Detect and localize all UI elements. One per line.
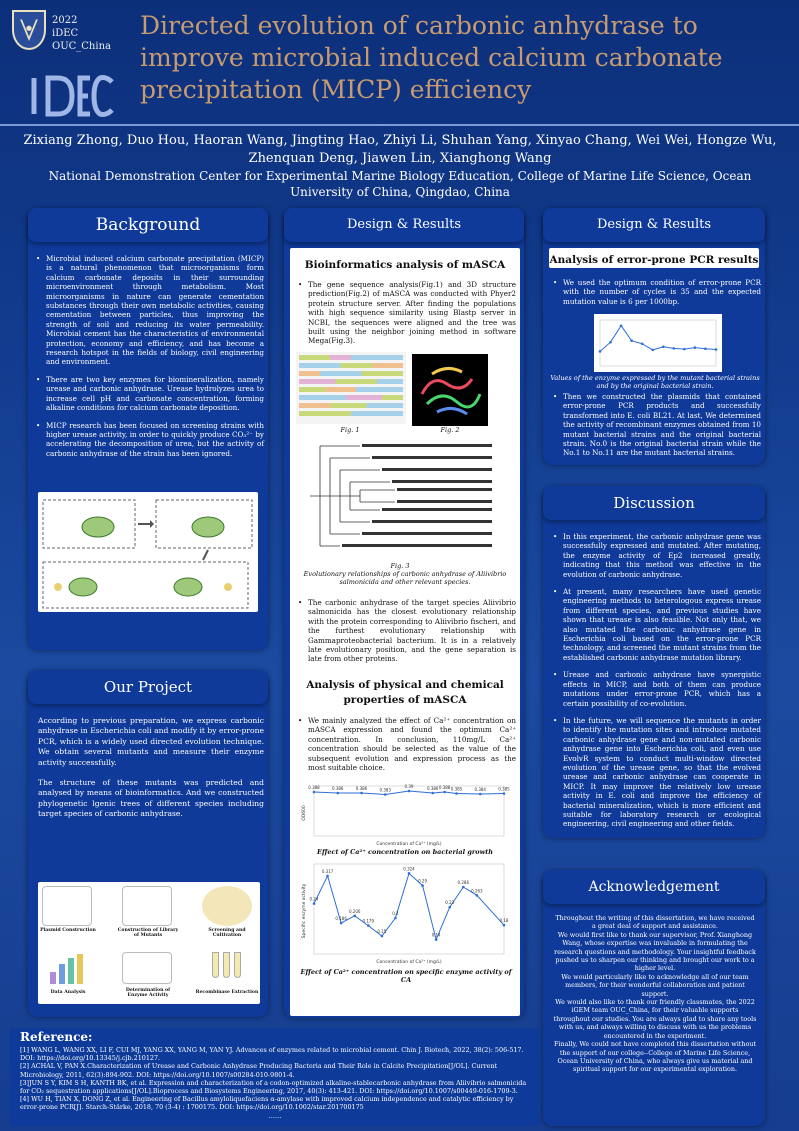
acknowledgement-heading xyxy=(543,870,765,904)
protein-structure-icon xyxy=(412,354,488,426)
discussion-heading-text: Discussion xyxy=(613,494,695,512)
data-label: 0.384 xyxy=(474,787,486,792)
data-label: 0.186 xyxy=(335,916,347,922)
our-project-text xyxy=(38,716,264,820)
references xyxy=(10,1028,540,1126)
ouc-emblem-icon xyxy=(12,10,46,50)
data-label: 0.2 xyxy=(392,911,399,916)
bioinformatics-bullet: • The gene sequence analysis(Fig.1) and 3D structure prediction(Fig.2) of mASCA was conducted with Phyer2 protein structure server. After finding the populations with high sequence similarity using Blastp server in NCBI, the sequences were aligned and the tree was built using the neighbor joining method in software Mega(Fig.3). xyxy=(296,280,516,346)
data-label: 0.24 xyxy=(309,896,319,902)
error-pcr-bullets-2 xyxy=(551,392,761,466)
flow-step-1 xyxy=(42,886,92,926)
data-point xyxy=(704,347,707,350)
data-point xyxy=(313,902,316,905)
micp-diagram xyxy=(38,492,258,612)
plot-area xyxy=(314,864,504,954)
data-label: 0.29 xyxy=(418,878,428,884)
data-label: 0.39 xyxy=(404,784,414,789)
data-point xyxy=(448,906,451,909)
phylogenetic-tree-icon xyxy=(300,436,510,558)
data-point xyxy=(431,792,434,795)
data-label: 0.386 xyxy=(427,786,439,791)
ca-enzyme-chart xyxy=(300,858,510,964)
reference-item: …… xyxy=(268,1111,282,1120)
ca-growth-chart xyxy=(300,780,510,846)
ack-para-4: We would also like to thank our friendly classmates, the 2022 iGEM team OUC_China, for their valuable supports throughout our studies. You are always glad to share any tools with us, and always willing to discuss with us the problems encountered in the experiment. xyxy=(553,998,757,1040)
data-label: 0.263 xyxy=(471,888,483,894)
bioinformatics-bullets xyxy=(296,280,516,354)
data-label: 0.385 xyxy=(450,786,463,792)
data-label: 0.383 xyxy=(379,787,391,793)
data-point xyxy=(503,792,506,795)
error-pcr-bullets-1 xyxy=(551,278,761,314)
acknowledgement-heading-text: Acknowledgement xyxy=(588,879,720,895)
data-label: 0.324 xyxy=(403,866,415,872)
logo xyxy=(12,10,122,120)
data-point xyxy=(381,935,384,938)
our-project-para-2: The structure of these mutants was predicted and analysed by means of bioinformatics. And we constructed phylogenetic lgenic trees of different species including target species of carbonic anhydrase. xyxy=(38,778,264,819)
data-point xyxy=(313,791,316,794)
data-label: 0.206 xyxy=(348,908,361,914)
reference-item: [2] ACHAL V, PAN X.Characterization of Urease and Carbonic Anhydrase Producing Bacteria and Their Role in Calcite Precipitation[J/OL]. Current Microbiology, 2011, 62(3):894-902. DOI: https://doi.org/10.1007/s00284-010-9801-4. xyxy=(20,1062,498,1079)
data-point xyxy=(651,349,654,352)
fig2-label: Fig. 2 xyxy=(440,426,460,434)
error-pcr-bullet-1: • We used the optimum condition of error-prone PCR with the number of cycles is 35 and the expected mutation value is 6 per 1000bp. xyxy=(551,278,761,306)
data-point xyxy=(476,894,479,897)
data-point xyxy=(673,347,676,350)
fig1-alignment xyxy=(296,352,406,424)
data-label: 0.388 xyxy=(308,785,320,790)
data-label: 0.23 xyxy=(445,900,455,906)
flow-step-4 xyxy=(48,952,88,984)
background-bullet-1: • Microbial induced calcium carbonate precipitation (MICP) is a natural phenomenon that microorganisms form calcium carbonate deposits in their surrounding microenvironment through metabolism. Most microorganisms in nature can generate cementation substances through their own metabolic activities, causing cementation between particles, thus improving the strength of soil and reducing its water permeability. Microbial cement has the characteristics of environmental protection, economy and efficiency, and has become a research hotspot in the fields of biology, civil engineering and environment. xyxy=(34,254,264,367)
flow-step-5 xyxy=(122,952,172,984)
ack-para-1: Throughout the writing of this dissertation, we have received a great deal of support and assistance. xyxy=(555,914,755,931)
background-figure xyxy=(38,492,258,612)
tree-bullets xyxy=(296,598,516,672)
data-point xyxy=(340,922,343,925)
data-point xyxy=(408,790,411,793)
error-pcr-bullet-2: • Then we constructed the plasmids that contained error-prone PCR products and successfully transformed into E. coli BL21. At last, We determined the activity of recombinant enzymes obtained from 10 mutant bacterial strains and the original bacterial strain. No.0 is the original bacterial strain while the No.1 to No.11 are the mutant bacterial strains. xyxy=(551,392,761,458)
data-point xyxy=(462,886,465,889)
data-point xyxy=(683,348,686,351)
logo-org: iDEC xyxy=(52,28,79,39)
x-axis-label: Concentration of Ca²⁺ (mg/L) xyxy=(376,960,442,964)
logo-team: OUC_China xyxy=(52,41,111,52)
data-point xyxy=(353,915,356,918)
data-label: 0.179 xyxy=(362,918,375,924)
data-label: 0.18 xyxy=(499,918,509,924)
our-project-heading xyxy=(28,670,268,704)
reference-item: [4] WU H, TIAN X, DONG Z, et al. Engineering of Bacillus amyloliquefaciens α-amylase with improved calcium independence and catalytic efficiency by error-prone PCR[J]. Starch-Stärke, 2018, 70 (3-4) : 1700175. DOI: https://doi.org/10.1002/star.201700175 xyxy=(20,1095,514,1112)
ack-para-2: We would first like to thank our supervisor, Prof. Xianghong Wang, whose expertise was invaluable in formulating the research questions and methodology. Your insightful feedback pushed us to sharpen our thinking and brought our work to a higher level. xyxy=(554,930,756,973)
flow-step-2 xyxy=(122,886,172,926)
data-point xyxy=(715,348,718,351)
logo-year: 2022 xyxy=(52,15,78,26)
fig2-structure xyxy=(412,354,488,426)
design-results-heading-text: Design & Results xyxy=(346,217,462,232)
references-list xyxy=(10,1046,540,1120)
reference-item: [3]JUN S Y, KIM S H, KANTH BK, et al. Expression and characterization of a codon-optimized alkaline-stablecarbonic anhydrase from Aliivibrio salmonicida for CO₂ sequestration applications[J/OL].Bioprocess and Biosystems Engineering, 2017, 40(3): 413-421. DOI: https://doi.org/10.1007/s00449-016-1709-3. xyxy=(20,1078,527,1096)
background-bullet-3: • MICP research has been focused on screening strains with higher urease activity, in order to quickly produce CO₃²⁻ by accelerating the decomposition of urea, but the activity of carbonic anhydrase of the strain has been ignored. xyxy=(34,421,264,459)
data-point xyxy=(479,793,482,796)
our-project-para-1: According to previous preparation, we express carbonic anhydrase in Escherichia coli and modify it by error-prone PCR, which is a widely used directed evolution technique. We obtain several mutants and measure their enzyme activity successfully. xyxy=(38,716,264,767)
data-point xyxy=(455,792,458,795)
flow-label-3: Screening and Cultivation xyxy=(208,928,246,938)
error-pcr-heading-text: Design & Results xyxy=(596,217,712,232)
poster-title: Directed evolution of carbonic anhydrase to improve microbial induced calcium carbonate precipitation (MICP) efficiency xyxy=(140,11,723,104)
data-point xyxy=(630,339,633,342)
data-point xyxy=(435,938,438,941)
data-label: 0.386 xyxy=(355,786,368,791)
flow-step-3 xyxy=(202,886,252,926)
data-point xyxy=(336,792,339,795)
references-heading: Reference: xyxy=(20,1030,93,1044)
data-point xyxy=(360,792,363,795)
flow-label-2: Construction of Library of Mutants xyxy=(117,928,179,938)
data-point xyxy=(384,793,387,796)
background-bullets xyxy=(34,254,264,466)
data-point xyxy=(599,350,602,353)
data-label: 0.14 xyxy=(431,932,441,938)
idec-logo-icon xyxy=(26,72,116,120)
phys-chem-bullets xyxy=(296,716,516,780)
discussion-bullet-2: • At present, many researchers have used genetic engineering methods to heterologous express urease from different species, and previous studies have shown that urease is also feasible. Not only that, we also mutated the carbonic anhydrase gene in Escherichia coli based on the error-prone PCR technology, and screened the mutant strains from the established carbonic anhydrase mutation library. xyxy=(551,587,761,662)
flow-label-5: Determination of Enzyme Activity xyxy=(125,988,171,998)
data-label: 0.317 xyxy=(321,868,334,874)
background-heading-text: Background xyxy=(95,215,201,235)
reference-item: [1] WANG L, WANG XX, LI F, CUI MJ, YANG XX, YANG M, YAN YJ. Advances of enzymes related to microbial cement. Chin J. Biotech, 2022, 38(2): 506-517. DOI: https://doi.org/10.13345/j.cjb.210127. xyxy=(20,1046,524,1063)
data-label: 0.15 xyxy=(377,929,387,934)
discussion-bullet-3: • Urease and carbonic anhydrase have synergistic effects in MICP, and both of them can produce mutations under error-prone PCR, which has a certain possibility of co-evolution. xyxy=(551,670,761,708)
ack-para-5: Finally, We could not have completed this dissertation without the support of our college--College of Marine Life Science, Ocean University of China, who always give us material and spiritual support for our experimental exploration. xyxy=(554,1040,756,1074)
phys-chem-title: Analysis of physical and chemical properties of mASCA xyxy=(306,679,504,706)
data-point xyxy=(408,872,411,875)
fig1-label: Fig. 1 xyxy=(340,426,360,434)
tree-bullet: • The carbonic anhydrase of the target species Aliivibrio salmonicida has the closest evolutionary relationship with the protein corresponding to Aliivibrio fischeri, and the furthest evolutionary relationship with Gammaproteobacterial bacterium. It is in a relatively late evolutionary position, and the gene separation is late from other proteins. xyxy=(296,598,516,664)
affiliation: National Demonstration Center for Experimental Marine Biology Education, College of Marine Life Science, Ocean University of China, Qingdao, China xyxy=(48,169,752,199)
flow-label-4: Data Analysis xyxy=(50,990,86,995)
data-point xyxy=(367,924,370,927)
data-point xyxy=(609,341,612,344)
error-pcr-title: Analysis of error-prone PCR results xyxy=(549,254,759,266)
data-point xyxy=(326,875,329,878)
acknowledgement-text xyxy=(553,914,757,1074)
error-pcr-heading xyxy=(543,208,765,242)
fig3-label: Fig. 3 xyxy=(390,562,410,570)
flow-step-6 xyxy=(208,948,248,984)
phys-chem-bullet: • We mainly analyzed the effect of Ca²⁺ concentration on mASCA expression and found the optimum Ca²⁺ concentration. In conclusion, 110mg/L Ca²⁺ concentration should be selected as the value of the subsequent evolution and expression process as the most suitable choice. xyxy=(296,716,516,772)
authors: Zixiang Zhong, Duo Hou, Haoran Wang, Jingting Hao, Zhiyi Li, Shuhan Yang, Xinyao Chang, Wei Wei, Hongze Wu, Zhenquan Deng, Jiawen Lin, Xianghong Wang xyxy=(23,133,777,166)
chart2-caption: Effect of Ca²⁺ concentration on specific enzyme activity of CA xyxy=(300,968,512,984)
flow-label-6: Recombinase Extraction xyxy=(195,990,259,995)
x-axis-label: Concentration of Ca²⁺ (mg/L) xyxy=(376,842,442,846)
data-label: 0.386 xyxy=(332,786,344,791)
data-point xyxy=(503,924,506,927)
fig3-tree xyxy=(300,436,510,558)
y-axis-label: Specific enzyme activity xyxy=(302,883,307,939)
discussion-heading xyxy=(543,486,765,520)
data-point xyxy=(694,346,697,349)
background-bullet-2: • There are two key enzymes for biomineralization, namely urease and carbonic anhydrase. Urease hydrolyzes urea to increase cell pH and carbonate concentration, forming alkaline conditions for calcium carbonate deposition. xyxy=(34,375,264,413)
data-point xyxy=(641,342,644,345)
fig3-caption: Evolutionary relationships of carbonic anhydrase of Aliivibrio salmonicida and other relevant species. xyxy=(303,570,507,586)
data-label: 0.286 xyxy=(457,880,470,886)
data-point xyxy=(662,346,665,349)
design-results-heading xyxy=(284,208,524,242)
bioinformatics-title: Bioinformatics analysis of mASCA xyxy=(304,259,506,271)
title-divider xyxy=(0,124,799,126)
flow-label-1: Plasmid Construction xyxy=(40,928,96,933)
data-point xyxy=(620,324,623,327)
data-point xyxy=(443,791,446,794)
discussion-bullet-1: • In this experiment, the carbonic anhydrase gene was successfully expressed and mutated. After mutating, the enzyme activity of Ep2 increased greatly, indicating that this method was effective in the evolution of carbonic anhydrase. xyxy=(551,532,761,579)
discussion-bullets xyxy=(551,532,761,837)
background-heading xyxy=(28,208,268,242)
data-label: 0.388 xyxy=(438,785,451,790)
plot-area xyxy=(600,320,716,366)
data-label: 0.385 xyxy=(498,786,510,792)
logo-text xyxy=(52,14,111,53)
discussion-bullet-4: • In the future, we will sequence the mutants in order to identify the mutation sites and introduce mutated carbonic anhydrase gene and non-mutated carbonic anhydrase gene into Escherichia coli, and even use EvolvR system to conduct multi-window directed evolution of the urease gene, so that the evolved urease and carbonic anhydrase can cooperate in MICP. It may improve the relatively low urease activity in E. coli and improve the efficiency of bacterial mineralization, which is more efficient and suitable for laboratory research or ecological engineering, civil engineering and other fields. xyxy=(551,716,761,829)
y-axis-label: OD600 xyxy=(302,805,307,821)
our-project-heading-text: Our Project xyxy=(103,678,193,696)
data-point xyxy=(394,917,397,920)
error-pcr-chart xyxy=(594,314,722,372)
ack-para-3: We would particularly like to acknowledge all of our team members, for their wonderful collaboration and patient support. xyxy=(561,972,749,998)
error-pcr-caption: Values of the enzyme expressed by the mutant bacterial strains and by the original bacterial strain. xyxy=(550,374,760,390)
chart1-caption: Effect of Ca²⁺ concentration on bacterial growth xyxy=(317,848,493,856)
project-flow-figure xyxy=(38,882,260,1004)
data-point xyxy=(421,884,424,887)
